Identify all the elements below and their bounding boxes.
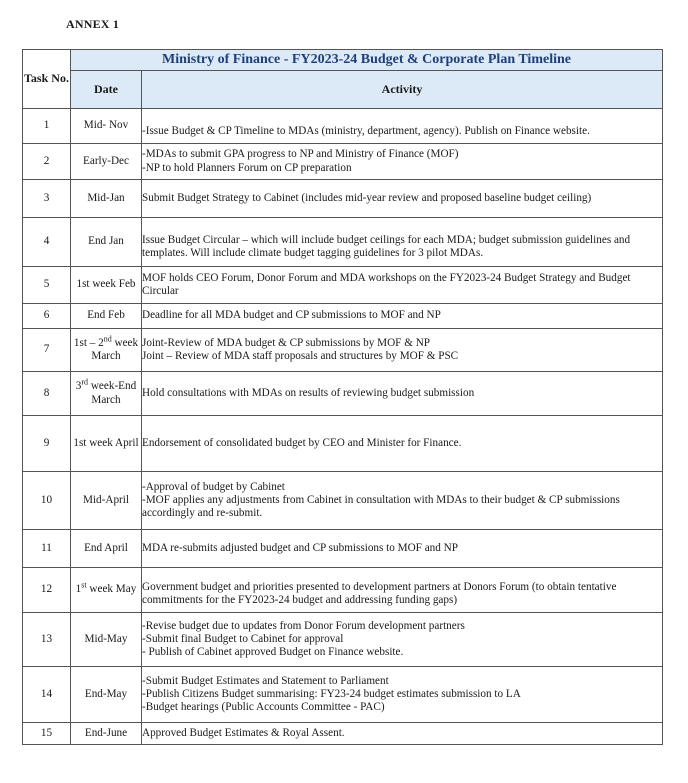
task-activity: [142, 109, 663, 144]
table-row: [23, 304, 663, 329]
activity-line: MOF holds CEO Forum, Donor Forum and MDA workshops on the FY2023-24 Budget Strategy and Budget Circular: [142, 271, 631, 297]
task-date: Mid-May: [71, 613, 142, 667]
activity-line: Joint – Review of MDA staff proposals and structures by MOF & PSC: [142, 350, 459, 362]
task-date: 1st week April: [71, 416, 142, 472]
activity-line: Joint-Review of MDA budget & CP submissions by MOF & NP: [142, 336, 431, 349]
table-row: [23, 329, 663, 372]
task-date: 1st week May: [71, 568, 142, 613]
table-row: [23, 568, 663, 613]
task-activity: [142, 530, 663, 568]
activity-header: Activity: [142, 71, 663, 109]
task-number: 7: [23, 329, 71, 372]
activity-line: Endorsement of consolidated budget by CEO and Minister for Finance.: [142, 436, 462, 449]
activity-line: -Budget hearings (Public Accounts Committee - PAC): [142, 701, 385, 714]
task-activity: [142, 723, 663, 745]
activity-line: -Revise budget due to updates from Donor Forum development partners: [142, 619, 465, 632]
task-number: 14: [23, 667, 71, 723]
task-date: End-June: [71, 723, 142, 745]
activity-line: Deadline for all MDA budget and CP submissions to MOF and NP: [142, 309, 441, 322]
activity-line: -Publish Citizens Budget summarising: FY23-24 budget estimates submission to LA: [142, 687, 521, 700]
task-activity: [142, 613, 663, 667]
timeline-table: [22, 49, 663, 745]
task-activity: [142, 667, 663, 723]
task-date: End April: [71, 530, 142, 568]
annex-label: ANNEX 1: [66, 17, 120, 31]
table-row: [23, 667, 663, 723]
task-activity: [142, 304, 663, 329]
task-number: 6: [23, 304, 71, 329]
activity-line: Government budget and priorities presented to development partners at Donors Forum (to obtain tentative commitments for the FY2023-24 budget and addressing funding gaps): [142, 580, 617, 606]
task-date: 1st week Feb: [71, 267, 142, 304]
table-title: Ministry of Finance - FY2023-24 Budget & Corporate Plan Timeline: [71, 50, 663, 71]
activity-line: -Submit final Budget to Cabinet for approval: [142, 632, 344, 645]
task-date: Early-Dec: [71, 144, 142, 180]
task-activity: [142, 472, 663, 530]
table-row: [23, 530, 663, 568]
task-number: 4: [23, 218, 71, 267]
activity-line: -MOF applies any adjustments from Cabinet in consultation with MDAs to their budget & CP submissions accordingly and re-submit.: [142, 493, 620, 520]
task-activity: [142, 568, 663, 613]
task-date: 3rd week-End March: [71, 372, 142, 416]
task-number: 9: [23, 416, 71, 472]
task-number: 11: [23, 530, 71, 568]
date-header: Date: [71, 71, 142, 109]
task-number: 1: [23, 109, 71, 144]
task-activity: [142, 144, 663, 180]
task-date: 1st – 2nd week March: [71, 329, 142, 372]
task-activity: [142, 329, 663, 372]
table-row: [23, 180, 663, 218]
activity-line: -NP to hold Planners Forum on CP preparation: [142, 161, 352, 174]
task-number: 8: [23, 372, 71, 416]
task-date: Mid- Nov: [71, 109, 142, 144]
table-row: [23, 109, 663, 144]
task-activity: [142, 180, 663, 218]
task-number: 15: [23, 723, 71, 745]
table-row: [23, 218, 663, 267]
table-row: [23, 472, 663, 530]
activity-line: Approved Budget Estimates & Royal Assent.: [142, 726, 345, 739]
task-number: 13: [23, 613, 71, 667]
table-row: [23, 144, 663, 180]
table-row: [23, 267, 663, 304]
task-date: Mid-Jan: [71, 180, 142, 218]
task-date: End-May: [71, 667, 142, 723]
task-date: End Feb: [71, 304, 142, 329]
task-activity: [142, 372, 663, 416]
activity-line: -Approval of budget by Cabinet: [142, 480, 285, 493]
task-number-header: Task No.: [23, 50, 71, 109]
table-row: [23, 723, 663, 745]
activity-line: Submit Budget Strategy to Cabinet (includes mid-year review and proposed baseline budget ceiling): [142, 191, 592, 204]
activity-line: Issue Budget Circular – which will include budget ceilings for each MDA; budget submission guidelines and templates. Will include climate budget tagging guidelines for 3 pilot MDAs.: [142, 233, 631, 259]
table-row: [23, 416, 663, 472]
activity-line: -Submit Budget Estimates and Statement to Parliament: [142, 674, 389, 687]
task-activity: [142, 416, 663, 472]
task-number: 12: [23, 568, 71, 613]
activity-line: - Publish of Cabinet approved Budget on Finance website.: [142, 646, 404, 659]
activity-line: Hold consultations with MDAs on results of reviewing budget submission: [142, 386, 475, 399]
task-date: Mid-April: [71, 472, 142, 530]
activity-line: -MDAs to submit GPA progress to NP and Ministry of Finance (MOF): [142, 148, 459, 161]
task-number: 10: [23, 472, 71, 530]
table-row: [23, 613, 663, 667]
task-activity: [142, 218, 663, 267]
task-number: 3: [23, 180, 71, 218]
activity-line: MDA re-submits adjusted budget and CP submissions to MOF and NP: [142, 541, 458, 554]
activity-line: -Issue Budget & CP Timeline to MDAs (ministry, department, agency). Publish on Finance website.: [142, 125, 590, 138]
task-date: End Jan: [71, 218, 142, 267]
task-number: 2: [23, 144, 71, 180]
task-number: 5: [23, 267, 71, 304]
task-activity: [142, 267, 663, 304]
table-row: [23, 372, 663, 416]
